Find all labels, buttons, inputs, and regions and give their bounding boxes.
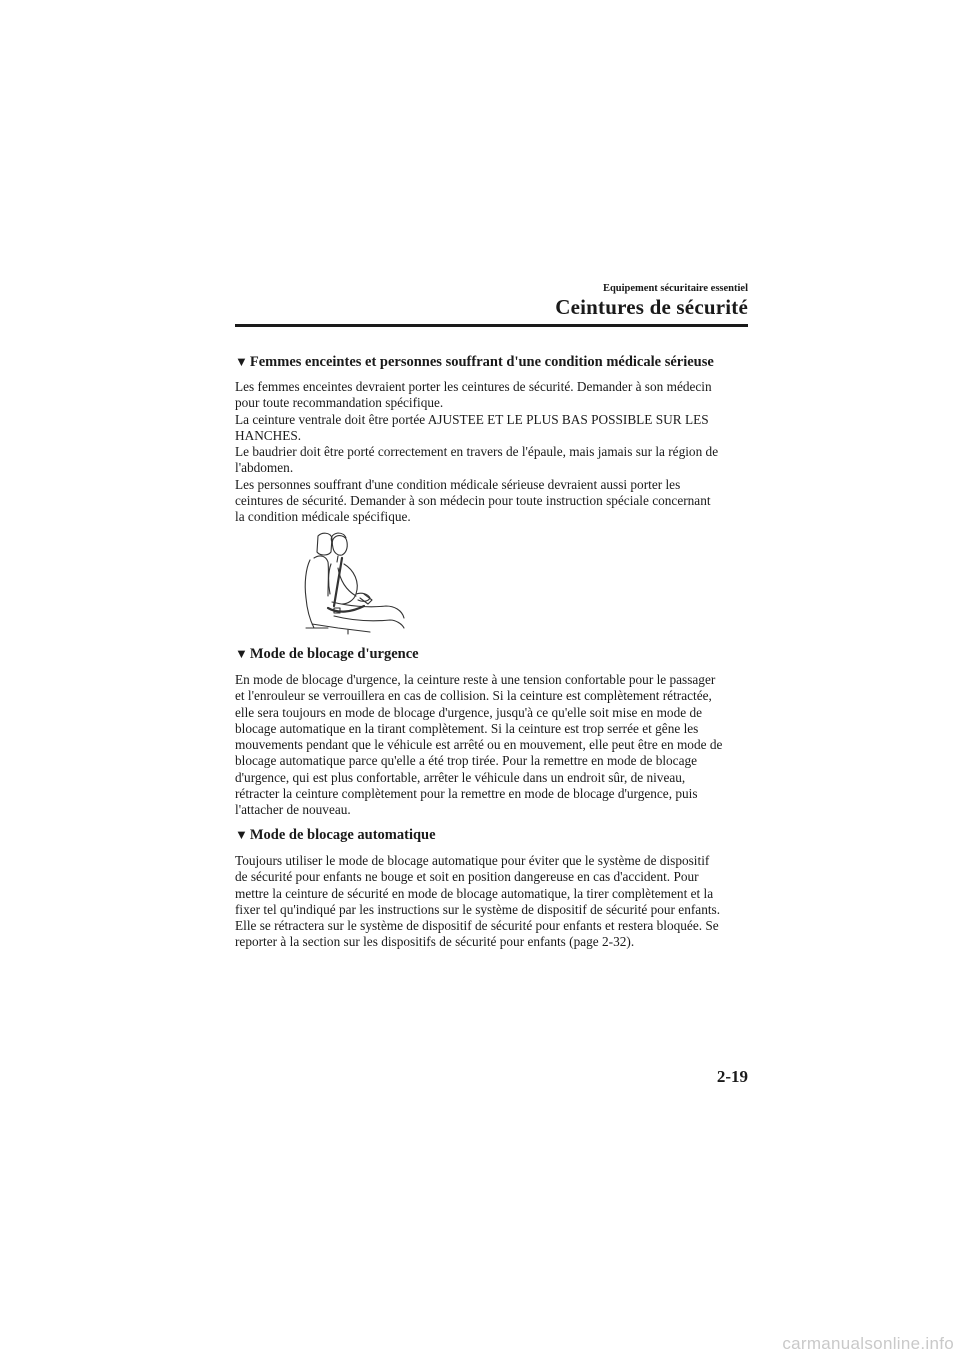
text-line: l'attacher de nouveau. — [235, 802, 351, 818]
section-heading — [235, 646, 750, 663]
page-title: Ceintures de sécurité — [555, 295, 748, 319]
page-number: 2-19 — [716, 1067, 748, 1086]
section-automatic-locking — [235, 827, 750, 844]
pregnant-seatbelt-illustration — [298, 528, 416, 636]
text-line: mouvements pendant que le véhicule est arrêté ou en mouvement, elle peut être en mode de — [235, 737, 723, 753]
watermark: carmanualsonline.info — [782, 1334, 954, 1353]
text-line: En mode de blocage d'urgence, la ceinture reste à une tension confortable pour le passager — [235, 672, 716, 687]
text-line: d'urgence, qui est plus confortable, arrêter le véhicule dans un endroit sûr, de niveau, — [235, 769, 686, 785]
text-line: Le baudrier doit être porté correctement en travers de l'épaule, mais jamais sur la région de — [235, 444, 719, 460]
section-heading-text: Femmes enceintes et personnes souffrant d'une condition médicale sérieuse — [249, 354, 714, 370]
text-line: Toujours utiliser le mode de blocage automatique pour éviter que le système de dispositif — [235, 853, 710, 868]
text-line: Les personnes souffrant d'une condition médicale sérieuse devraient aussi porter les — [235, 476, 681, 492]
text-line: blocage automatique parce qu'elle a été trop tirée. Pour la remettre en mode de blocage — [235, 753, 698, 769]
text-line: La ceinture ventrale doit être portée AJUSTEE ET LE PLUS BAS POSSIBLE SUR LES — [235, 411, 709, 427]
header-rule — [235, 324, 748, 327]
triangle-down-icon: ▼ — [235, 353, 248, 369]
section-body — [235, 672, 750, 819]
section-body — [235, 379, 750, 526]
text-line: et l'enrouleur se verrouillera en cas de collision. Si la ceinture est complètement rétractée, — [235, 688, 712, 704]
section-emergency-locking — [235, 646, 750, 663]
triangle-down-icon: ▼ — [235, 645, 248, 661]
section-heading — [235, 354, 750, 371]
section-body — [235, 853, 750, 951]
text-line: fixer tel qu'indiqué par les instructions sur le système de dispositif de sécurité pour enfants. — [235, 901, 721, 917]
text-line: ceintures de sécurité. Demander à son médecin pour toute instruction spéciale concernant — [235, 493, 711, 509]
text-line: elle sera toujours en mode de blocage d'urgence, jusqu'à ce qu'elle soit mise en mode de — [235, 704, 703, 720]
section-heading-text: Mode de blocage automatique — [249, 827, 436, 843]
section-heading — [235, 827, 750, 844]
text-line: la condition médicale spécifique. — [235, 509, 411, 525]
section-pregnant-women — [235, 354, 750, 371]
text-line: l'abdomen. — [235, 460, 294, 476]
section-heading-text: Mode de blocage d'urgence — [249, 646, 419, 662]
text-line: rétracter la ceinture complètement pour la remettre en mode de blocage d'urgence, puis — [235, 786, 698, 802]
text-line: Elle se rétractera sur le système de dispositif de sécurité pour enfants et restera bloquée. Se — [235, 918, 719, 934]
text-line: de sécurité pour enfants ne bouge et soit en position dangereuse en cas d'accident. Pour — [235, 869, 699, 885]
text-line: mettre la ceinture de sécurité en mode de blocage automatique, la tirer complètement et la — [235, 885, 714, 901]
text-line: HANCHES. — [235, 427, 302, 443]
text-line: pour toute recommandation spécifique. — [235, 395, 444, 411]
triangle-down-icon: ▼ — [235, 826, 248, 842]
text-line: blocage automatique en la tirant complètement. Si la ceinture est trop serrée et gêne les — [235, 720, 699, 736]
text-line: Les femmes enceintes devraient porter les ceintures de sécurité. Demander à son médecin — [235, 379, 712, 394]
text-line: reporter à la section sur les dispositifs de sécurité pour enfants (page 2-32). — [235, 934, 635, 950]
chapter-label: Equipement sécuritaire essentiel — [602, 283, 748, 294]
